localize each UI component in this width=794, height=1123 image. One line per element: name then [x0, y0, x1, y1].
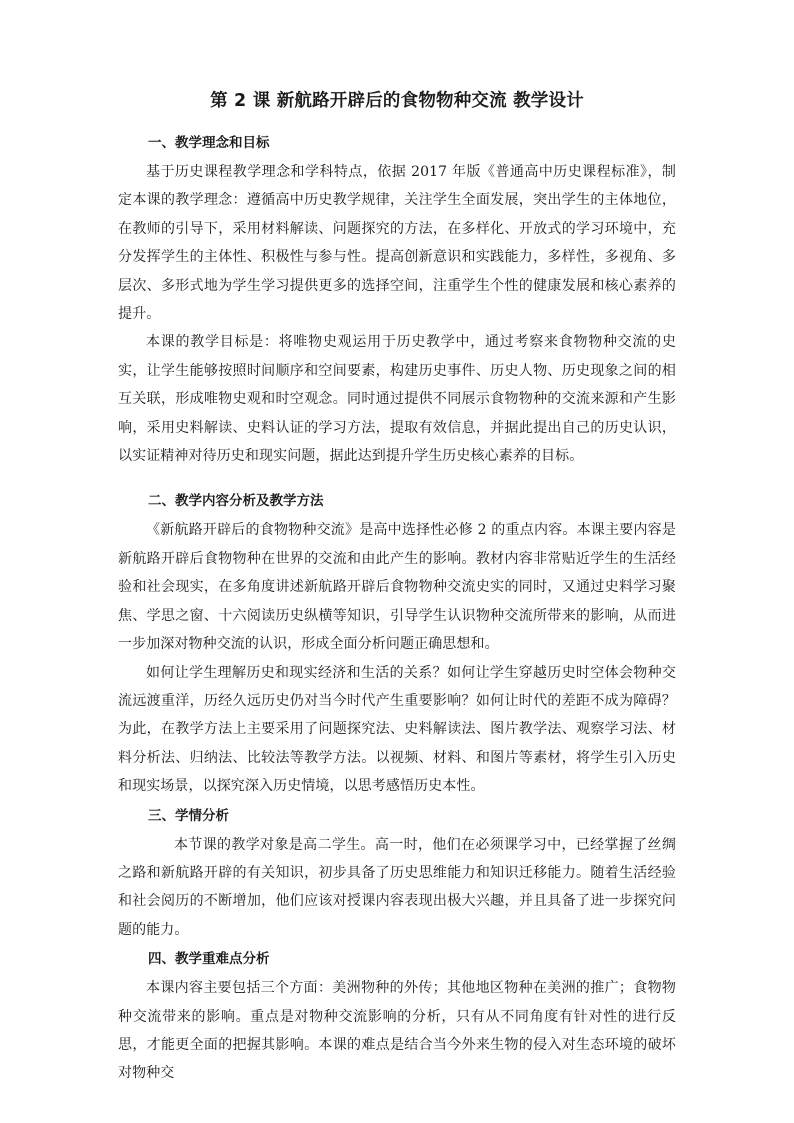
page-title: 第 2 课 新航路开辟后的食物物种交流 教学设计 — [210, 91, 584, 111]
section-heading: 二、教学内容分析及教学方法 — [148, 493, 324, 510]
body-paragraph: 如何让学生理解历史和现实经济和生活的关系？如何让学生穿越历史时空体会物种交流远渡重洋，历经久远历史仍对当今时代产生重要影响？如何让时代的差距不成为障碍？为此，在教学方法上主要采用了问题探究法、史料解读法、图片教学法、观察学习法、材料分析法、归纳法、比较法等教学方法。以视频、材料、和图片等素材，将学生引入历史和现实场景，以探究深入历史情境，以思考感悟历史本性。 — [118, 664, 676, 795]
section-heading: 三、学情分析 — [148, 807, 229, 824]
body-paragraph: 基于历史课程教学理念和学科特点，依据 2017 年版《普通高中历史课程标准》，制定本课的教学理念：遵循高中历史教学规律，关注学生全面发展，突出学生的主体地位，在教师的引导下，采用材料解读、问题探究的方法，在多样化、开放式的学习环境中，充分发挥学生的主体性、积极性与参与性。提高创新意识和实践能力，多样性，多视角、多层次、多形式地为学生学习提供更多的选择空间，注重学生个性的健康发展和核心素养的提升。 — [118, 164, 676, 323]
body-paragraph: 《新航路开辟后的食物物种交流》是高中选择性必修 2 的重点内容。本课主要内容是新航路开辟后食物物种在世界的交流和由此产生的影响。教材内容非常贴近学生的生活经验和社会现实，在多角度讲述新航路开辟后食物物种交流史实的同时，又通过史料学习聚焦、学思之窗、十六阅读历史纵横等知识，引导学生认识物种交流所带来的影响，从而进一步加深对物种交流的认识，形成全面分析问题正确思想和。 — [118, 522, 676, 653]
section-heading: 四、教学重难点分析 — [148, 951, 270, 968]
section-learner-analysis — [118, 801, 676, 945]
section-key-points — [118, 944, 676, 1088]
section-content-analysis — [118, 486, 676, 800]
body-paragraph: 本课内容主要包括三个方面：美洲物种的外传；其他地区物种在美洲的推广；食物物种交流带来的影响。重点是对物种交流影响的分析，只有从不同角度有针对性的进行反思，才能更全面的把握其影响。本课的难点是结合当今外来生物的侵入对生态环境的破坏对物种交 — [118, 980, 676, 1082]
section-teaching-philosophy — [118, 128, 676, 470]
body-paragraph: 本节课的教学对象是高二学生。高一时，他们在必须课学习中，已经掌握了丝绸之路和新航路开辟的有关知识，初步具备了历史思维能力和知识迁移能力。随着生活经验和社会阅历的不断增加，他们应该对授课内容表现出极大兴趣，并且具备了进一步探究问题的能力。 — [118, 836, 676, 938]
body-paragraph: 本课的教学目标是：将唯物史观运用于历史教学中，通过考察来食物物种交流的史实，让学生能够按照时间顺序和空间要素，构建历史事件、历史人物、历史现象之间的相互关联，形成唯物史观和时空观念。同时通过提供不同展示食物物种的交流来源和产生影响，采用史料解读、史料认证的学习方法，提取有效信息，并据此提出自己的历史认识，以实证精神对待历史和现实问题，据此达到提升学生历史核心素养的目标。 — [118, 334, 676, 465]
section-heading: 一、教学理念和目标 — [148, 135, 270, 151]
